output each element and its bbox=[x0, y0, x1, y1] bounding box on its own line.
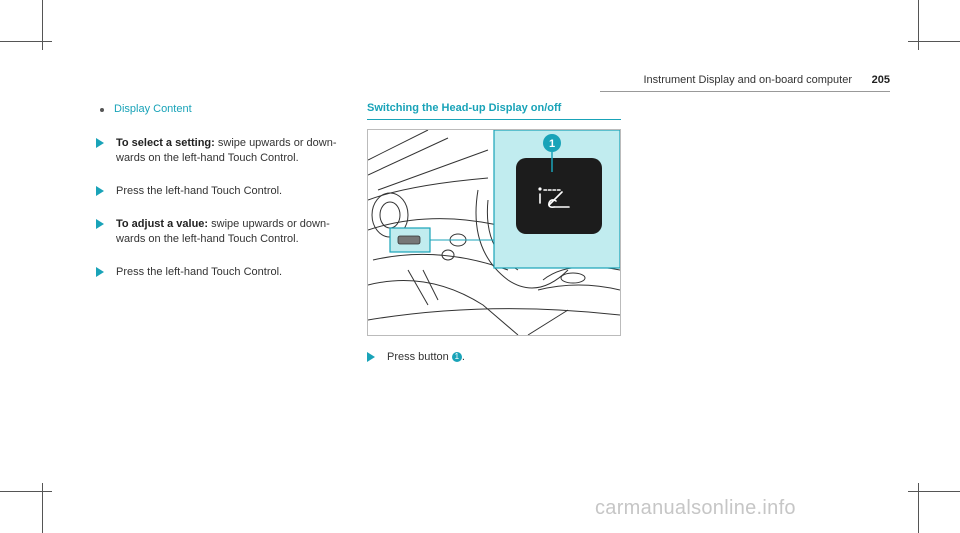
right-column bbox=[367, 102, 621, 365]
step-text: Press the left-hand Touch Control. bbox=[116, 185, 283, 197]
crop-mark bbox=[908, 491, 960, 492]
step-arrow-icon bbox=[96, 219, 104, 229]
instruction-step bbox=[96, 136, 346, 166]
crop-mark bbox=[918, 0, 919, 50]
header-title: Instrument Display and on-board computer bbox=[643, 74, 852, 86]
step-bold: To adjust a value: bbox=[116, 218, 209, 230]
instruction-step bbox=[96, 217, 346, 247]
step-text: swipe upwards or down-wards on the left-hand Touch Control. bbox=[116, 137, 337, 164]
dashboard-drawing bbox=[368, 130, 620, 335]
page-number: 205 bbox=[871, 74, 890, 86]
step-text: Press the left-hand Touch Control. bbox=[116, 266, 283, 278]
step-text: Press button bbox=[387, 351, 449, 363]
left-column bbox=[96, 102, 346, 298]
instruction-step bbox=[367, 350, 621, 365]
step-arrow-icon bbox=[96, 186, 104, 196]
crop-mark bbox=[0, 491, 52, 492]
crop-mark bbox=[42, 0, 43, 50]
watermark: carmanualsonline.info bbox=[595, 497, 796, 519]
figure-callout: 1 bbox=[548, 138, 556, 150]
bullet-dot bbox=[100, 108, 104, 112]
step-arrow-icon bbox=[96, 267, 104, 277]
step-arrow-icon bbox=[96, 138, 104, 148]
display-content-link[interactable]: Display Content bbox=[114, 103, 192, 115]
crop-mark bbox=[0, 41, 52, 42]
section-title: Switching the Head-up Display on/off bbox=[367, 102, 621, 120]
header-rule bbox=[600, 91, 890, 92]
page-header bbox=[600, 74, 890, 90]
step-text: swipe upwards or down-wards on the left-hand Touch Control. bbox=[116, 218, 330, 245]
bullet-item bbox=[96, 102, 346, 117]
instruction-step bbox=[96, 265, 346, 280]
callout-badge: 1 bbox=[452, 352, 462, 362]
step-end: . bbox=[461, 351, 465, 363]
crop-mark bbox=[908, 41, 960, 42]
dashboard-illustration bbox=[367, 129, 621, 336]
step-bold: To select a setting: bbox=[116, 137, 215, 149]
step-arrow-icon bbox=[367, 352, 375, 362]
instruction-step bbox=[96, 184, 346, 199]
